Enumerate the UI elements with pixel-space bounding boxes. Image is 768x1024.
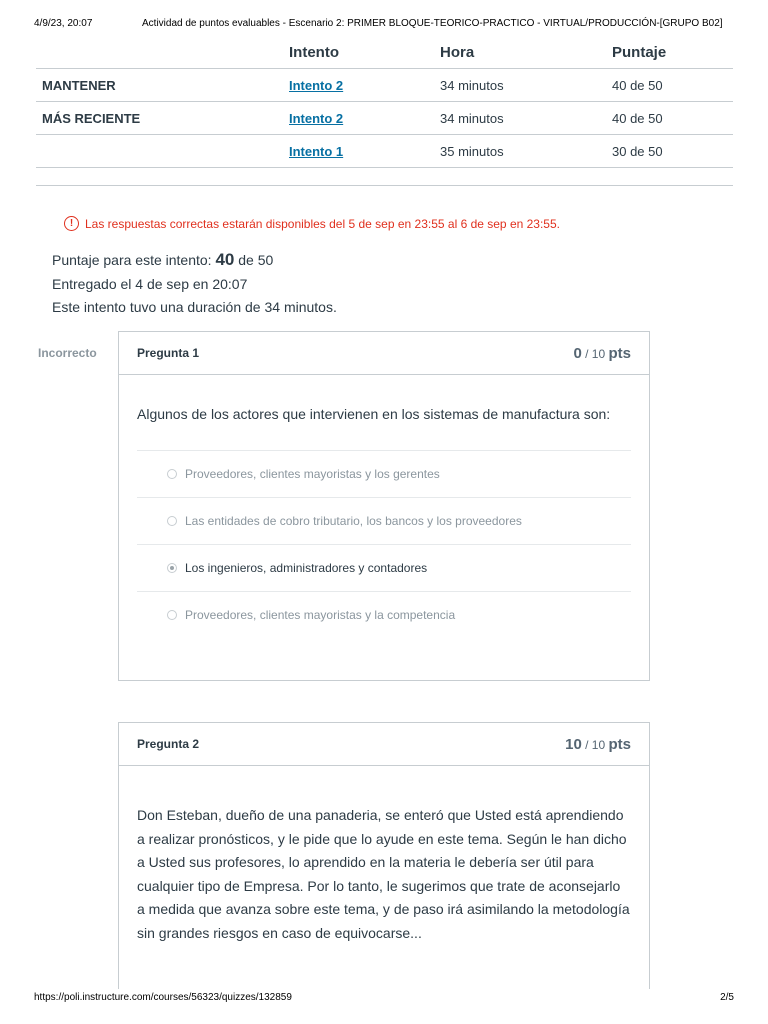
- row-label: MÁS RECIENTE: [36, 102, 283, 135]
- attempt-score: 40 de 50: [606, 102, 733, 135]
- attempts-header-row: [36, 36, 733, 69]
- score-suffix: de 50: [234, 252, 274, 268]
- table-row: [36, 135, 733, 168]
- answer-text: Proveedores, clientes mayoristas y la competencia: [185, 607, 456, 622]
- attempts-table: [36, 36, 733, 168]
- row-label: MANTENER: [36, 69, 283, 102]
- attempt-score: 40 de 50: [606, 69, 733, 102]
- table-row: [36, 102, 733, 135]
- attempt-time: 34 minutos: [434, 69, 606, 102]
- answer-option: [137, 450, 631, 497]
- question-header: [119, 723, 649, 766]
- question-text: Don Esteban, dueño de una panaderia, se enteró que Usted está aprendiendo a realizar pronósticos, y le pide que lo ayude en este tema. Según le han dicho a Usted sus profesores, lo aprendido en la materia le debería ser útil para cualquier tipo de Empresa. Por lo tanto, le sugerimos que trate de aconsejarlo a medida que avanza sobre este tema, y de paso irá asimilando la metodología sin grandes riesgos en caso de equivocarse...: [137, 807, 630, 941]
- attempt-link[interactable]: Intento 2: [289, 77, 344, 93]
- attempt-duration: Este intento tuvo una duración de 34 minutos.: [52, 299, 337, 315]
- score-value: 40: [215, 250, 235, 269]
- print-date: 4/9/23, 20:07: [34, 18, 93, 29]
- row-label: [36, 135, 283, 168]
- print-header: [34, 18, 724, 29]
- column-header-label: [36, 36, 283, 69]
- answer-option: [137, 591, 631, 638]
- column-header-time: Hora: [434, 36, 606, 69]
- answers-availability-warning: [64, 216, 560, 231]
- question-card: [118, 331, 650, 681]
- warning-text: Las respuestas correctas estarán disponibles del 5 de sep en 23:55 al 6 de sep en 23:55.: [85, 216, 560, 231]
- answer-text: Los ingenieros, administradores y contadores: [185, 560, 428, 575]
- warning-icon: !: [64, 216, 79, 231]
- answer-text: Proveedores, clientes mayoristas y los gerentes: [185, 466, 440, 481]
- answer-text: Las entidades de cobro tributario, los bancos y los proveedores: [185, 513, 522, 528]
- column-header-score: Puntaje: [606, 36, 733, 69]
- score-prefix: Puntaje para este intento:: [52, 252, 216, 268]
- answer-option-selected: [137, 544, 631, 591]
- section-divider: [36, 185, 733, 186]
- attempt-link[interactable]: Intento 2: [289, 110, 344, 126]
- question-card: [118, 722, 650, 989]
- radio-unselected-icon: [167, 610, 177, 620]
- attempt-link[interactable]: Intento 1: [289, 143, 344, 159]
- submitted-date: Entregado el 4 de sep en 20:07: [52, 275, 248, 292]
- print-title: Actividad de puntos evaluables - Escenario 2: PRIMER BLOQUE-TEORICO-PRACTICO - VIRTUAL/PRODUCCIÓN-[GRUPO B02]: [142, 18, 723, 29]
- points-possible: / 10: [585, 346, 606, 361]
- attempt-time: 35 minutos: [434, 135, 606, 168]
- attempt-time: 34 minutos: [434, 102, 606, 135]
- question-points: [565, 736, 631, 753]
- print-page-number: 2/5: [720, 992, 734, 1003]
- table-row: [36, 69, 733, 102]
- attempt-score-line: [52, 248, 337, 273]
- question-text: Algunos de los actores que intervienen en los sistemas de manufactura son:: [137, 406, 611, 422]
- attempt-score: 30 de 50: [606, 135, 733, 168]
- answer-option: [137, 497, 631, 544]
- question-title: Pregunta 1: [137, 346, 200, 360]
- points-label: pts: [608, 735, 631, 753]
- column-header-attempt: Intento: [283, 36, 434, 69]
- attempt-summary: [52, 248, 337, 320]
- print-footer: [34, 992, 734, 1003]
- question-points: [573, 345, 631, 362]
- print-url: https://poli.instructure.com/courses/56323/quizzes/132859: [34, 992, 292, 1003]
- radio-selected-icon: [167, 563, 177, 573]
- question-title: Pregunta 2: [137, 737, 200, 751]
- answer-list: [137, 450, 631, 638]
- points-earned: 0: [573, 344, 582, 362]
- radio-unselected-icon: [167, 516, 177, 526]
- question-header: [119, 332, 649, 375]
- points-earned: 10: [565, 735, 582, 753]
- radio-unselected-icon: [167, 469, 177, 479]
- points-label: pts: [608, 344, 631, 362]
- points-possible: / 10: [585, 737, 606, 752]
- question-status-badge: Incorrecto: [38, 346, 97, 360]
